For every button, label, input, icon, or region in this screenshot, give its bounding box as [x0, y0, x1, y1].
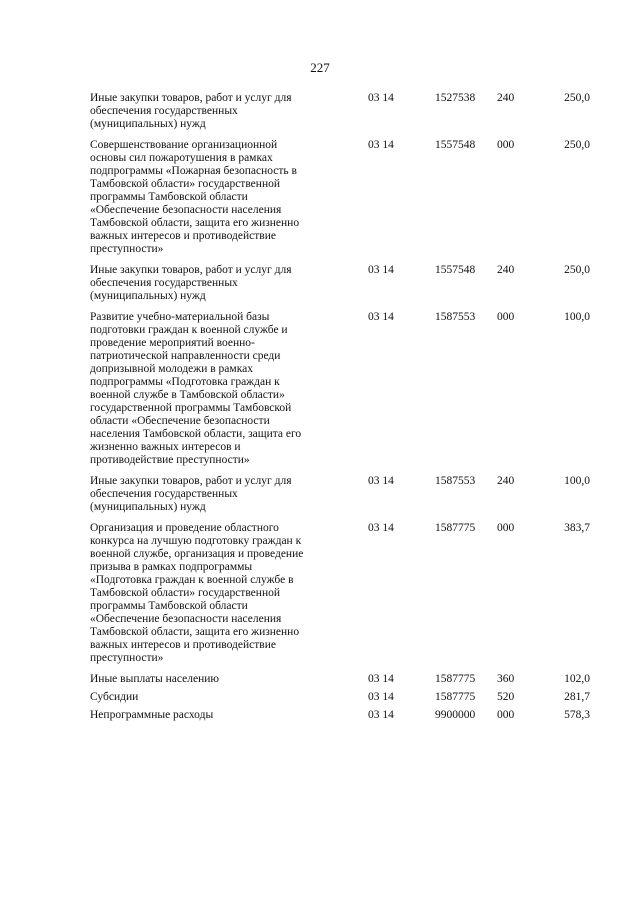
expense-name: Иные выплаты населению — [90, 673, 219, 685]
section-code: 03 14 — [368, 92, 394, 104]
expense-kind-code: 000 — [497, 311, 515, 323]
budget-table — [90, 92, 590, 727]
table-row — [90, 264, 590, 303]
expense-kind-code: 360 — [497, 673, 515, 685]
article-code: 1587775 — [435, 691, 476, 703]
section-code: 03 14 — [368, 691, 394, 703]
expense-name: Совершенствование организационной основы сил пожаротушения в рамках подпрограммы «Пожарная безопасность в Тамбовской области» государственной программы Тамбовской области «Обеспечение безопасности населения Тамбовской области, защита его жизненно важных интересов и противодействие преступности» — [90, 139, 300, 255]
table-row — [90, 475, 590, 514]
expense-name: Иные закупки товаров, работ и услуг для обеспечения государственных (муниципальных) нужд — [90, 475, 292, 513]
amount: 281,7 — [564, 691, 590, 703]
section-code: 03 14 — [368, 522, 394, 534]
page-number: 227 — [310, 60, 330, 75]
table-row — [90, 311, 590, 467]
expense-name: Иные закупки товаров, работ и услуг для обеспечения государственных (муниципальных) нужд — [90, 92, 292, 130]
expense-kind-code: 520 — [497, 691, 515, 703]
section-code: 03 14 — [368, 475, 394, 487]
amount: 250,0 — [564, 139, 590, 151]
article-code: 1587775 — [435, 522, 476, 534]
article-code: 1587553 — [435, 475, 476, 487]
expense-name: Развитие учебно-материальной базы подготовки граждан к военной службе и проведение мероприятий военно- патриотической направленности среди допризывной молодежи в рамках подпрограммы «Подготовка граждан к военной службе в Тамбовской области» государственной программы Тамбовской области «Обеспечение безопасности населения Тамбовской области, защита его жизненно важных интересов и противодействие преступности» — [90, 311, 302, 466]
expense-kind-code: 240 — [497, 92, 515, 104]
expense-name: Иные закупки товаров, работ и услуг для обеспечения государственных (муниципальных) нужд — [90, 264, 292, 302]
amount: 578,3 — [564, 709, 590, 721]
section-code: 03 14 — [368, 709, 394, 721]
section-code: 03 14 — [368, 139, 394, 151]
table-row — [90, 92, 590, 131]
table-row — [90, 522, 590, 665]
section-code: 03 14 — [368, 311, 394, 323]
table-row — [90, 673, 590, 686]
expense-kind-code: 000 — [497, 522, 515, 534]
expense-kind-code: 240 — [497, 264, 515, 276]
section-code: 03 14 — [368, 673, 394, 685]
expense-kind-code: 240 — [497, 475, 515, 487]
table-row — [90, 691, 590, 704]
article-code: 1557548 — [435, 139, 476, 151]
article-code: 1587553 — [435, 311, 476, 323]
expense-name: Непрограммные расходы — [90, 709, 214, 721]
expense-name: Субсидии — [90, 691, 139, 703]
expense-kind-code: 000 — [497, 139, 515, 151]
article-code: 1527538 — [435, 92, 476, 104]
amount: 250,0 — [564, 92, 590, 104]
table-row — [90, 709, 590, 722]
amount: 102,0 — [564, 673, 590, 685]
expense-kind-code: 000 — [497, 709, 515, 721]
amount: 250,0 — [564, 264, 590, 276]
amount: 100,0 — [564, 311, 590, 323]
amount: 100,0 — [564, 475, 590, 487]
section-code: 03 14 — [368, 264, 394, 276]
amount: 383,7 — [564, 522, 590, 534]
expense-name: Организация и проведение областного конкурса на лучшую подготовку граждан к военной службе, организация и проведение призыва в рамках подпрограммы «Подготовка граждан к военной службе в Тамбовской области» государственной программы Тамбовской области «Обеспечение безопасности населения Тамбовской области, защита его жизненно важных интересов и противодействие преступности» — [90, 522, 304, 664]
article-code: 9900000 — [435, 709, 476, 721]
article-code: 1587775 — [435, 673, 476, 685]
table-row — [90, 139, 590, 256]
article-code: 1557548 — [435, 264, 476, 276]
